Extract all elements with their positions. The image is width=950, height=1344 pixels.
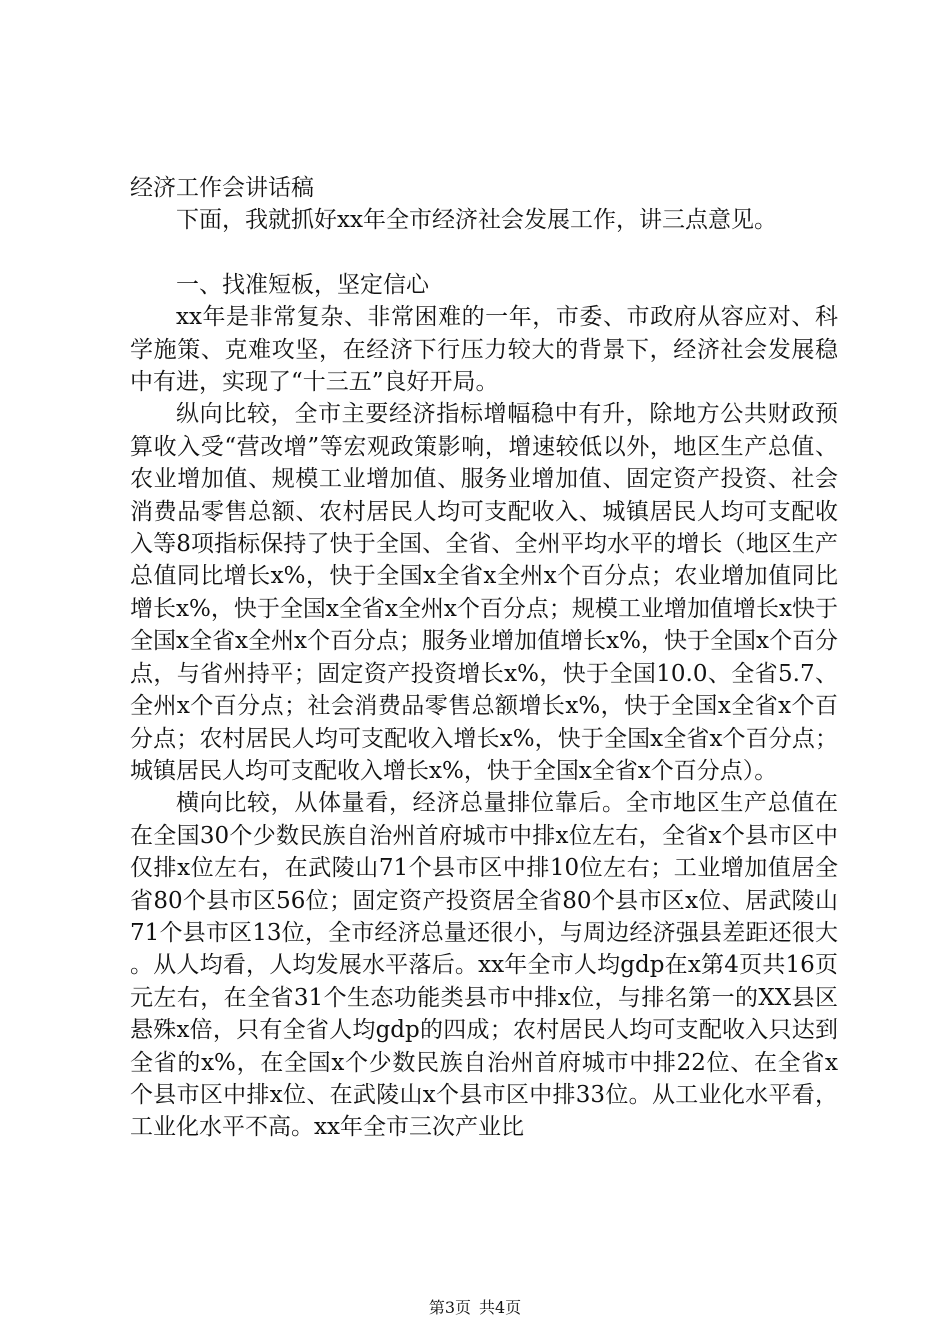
document-body bbox=[130, 172, 838, 1144]
intro-paragraph: 下面，我就抓好xx年全市经济社会发展工作，讲三点意见。 bbox=[176, 207, 777, 234]
document-title: 经济工作会讲话稿 bbox=[130, 175, 314, 201]
page-number: 第3页 bbox=[428, 1298, 471, 1317]
body-paragraph: xx年是非常复杂、非常困难的一年，市委、市政府从容应对、科学施策、克难攻坚，在经济下行压力较大的背景下，经济社会发展稳中有进，实现了“十三五”良好开局。 bbox=[130, 304, 838, 396]
page-footer bbox=[0, 1298, 950, 1318]
body-paragraph: 纵向比较，全市主要经济指标增幅稳中有升，除地方公共财政预算收入受“营改增”等宏观政策影响，增速较低以外，地区生产总值、农业增加值、规模工业增加值、服务业增加值、固定资产投资、社会消费品零售总额、农村居民人均可支配收入、城镇居民人均可支配收入等8项指标保持了快于全国、全省、全州平均水平的增长（地区生产总值同比增长x%，快于全国x全省x全州x个百分点；农业增加值同比增长x%，快于全国x全省x全州x个百分点；规模工业增加值增长x快于全国x全省x全州x个百分点；服务业增加值增长x%，快于全国x个百分点，与省州持平；固定资产投资增长x%，快于全国10.0、全省5.7、全州x个百分点；社会消费品零售总额增长x%，快于全国x全省x个百分点；农村居民人均可支配收入增长x%，快于全国x全省x个百分点；城镇居民人均可支配收入增长x%，快于全国x全省x个百分点）。 bbox=[130, 401, 838, 784]
section-heading: 一、找准短板，坚定信心 bbox=[176, 271, 429, 298]
body-paragraph: 横向比较，从体量看，经济总量排位靠后。全市地区生产总值在在全国30个少数民族自治州首府城市中排x位左右，全省x个县市区中仅排x位左右，在武陵山71个县市区中排10位左右；工业增加值居全省80个县市区56位；固定资产投资居全省80个县市区x位、居武陵山71个县市区13位，全市经济总量还很小，与周边经济强县差距还很大。从人均看，人均发展水平落后。xx年全市人均gdp在x第4页共16页元左右，在全省31个生态功能类县市中排x位，与排名第一的XX县区悬殊x倍，只有全省人均gdp的四成；农村居民人均可支配收入只达到全省的x%，在全国x个少数民族自治州首府城市中排22位、在全省x个县市区中排x位、在武陵山x个县市区中排33位。从工业化水平看，工业化水平不高。xx年全市三次产业比 bbox=[130, 790, 838, 1141]
page-total: 共4页 bbox=[479, 1298, 522, 1317]
